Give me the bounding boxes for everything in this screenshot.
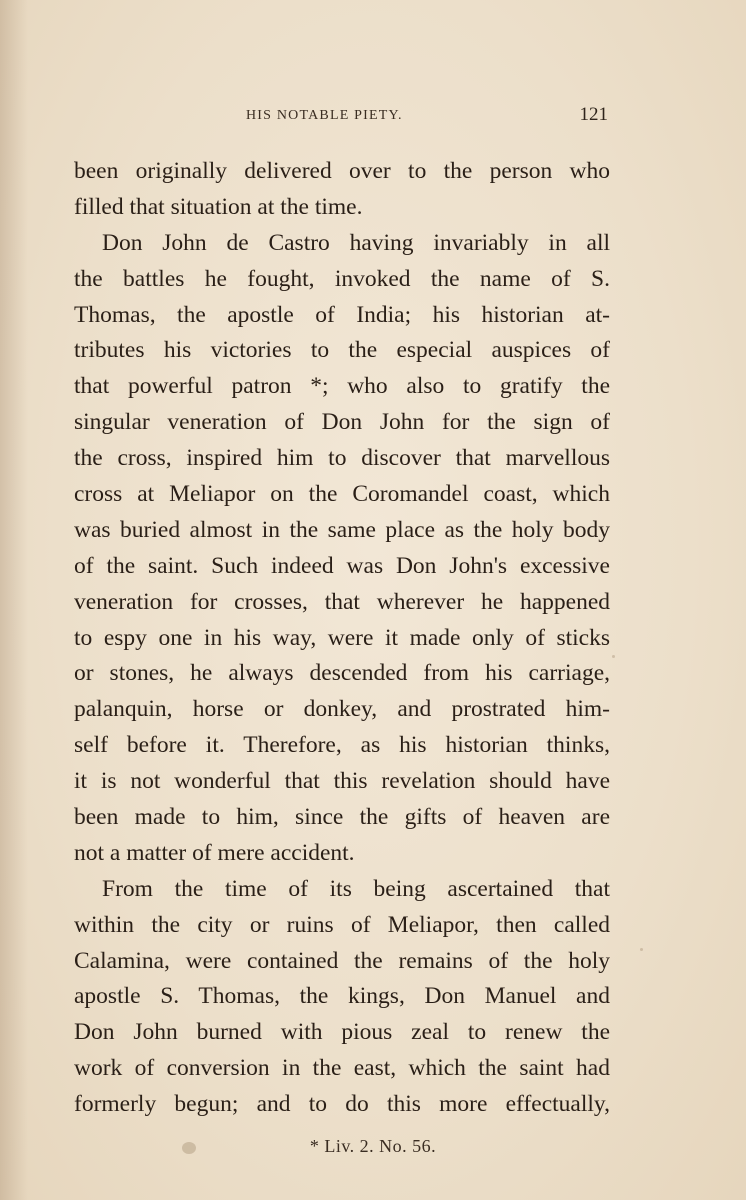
paper-speck [182, 1142, 196, 1154]
text-line: apostle S. Thomas, the kings, Don Manuel and [74, 983, 610, 1010]
paper-speck [640, 948, 643, 951]
spine-shadow [0, 0, 28, 1200]
paper-speck [612, 655, 615, 658]
text-line: of the saint. Such indeed was Don John's excessive [74, 552, 610, 579]
text-line: the battles he fought, invoked the name of S. [74, 265, 610, 292]
text-line: it is not wonderful that this revelation should have [74, 768, 610, 795]
text-line: within the city or ruins of Meliapor, then called [74, 911, 610, 938]
body-text [74, 154, 610, 1123]
text-line: or stones, he always descended from his carriage, [74, 660, 610, 687]
text-line: self before it. Therefore, as his historian thinks, [74, 732, 610, 759]
text-line: to espy one in his way, were it made only of sticks [74, 624, 610, 651]
text-line: been made to him, since the gifts of heaven are [74, 804, 610, 831]
text-line: work of conversion in the east, which the saint had [74, 1055, 610, 1082]
text-line: not a matter of mere accident. [74, 839, 355, 866]
text-line: veneration for crosses, that wherever he happened [74, 588, 610, 615]
text-line: Don John burned with pious zeal to renew the [74, 1019, 610, 1046]
text-line: cross at Meliapor on the Coromandel coast, which [74, 481, 610, 508]
text-line: From the time of its being ascertained that [102, 875, 610, 902]
text-line: tributes his victories to the especial auspices of [74, 337, 610, 364]
text-line: that powerful patron *; who also to gratify the [74, 373, 610, 400]
text-line: formerly begun; and to do this more effectually, [74, 1091, 610, 1118]
text-line: was buried almost in the same place as the holy body [74, 516, 610, 543]
footnote: * Liv. 2. No. 56. [309, 1136, 437, 1156]
text-line: filled that situation at the time. [74, 193, 363, 220]
page-header [74, 104, 608, 130]
text-line: been originally delivered over to the person who [74, 158, 610, 184]
running-head: HIS NOTABLE PIETY. [246, 108, 403, 123]
text-line: singular veneration of Don John for the sign of [74, 409, 610, 436]
text-line: Don John de Castro having invariably in all [102, 229, 610, 256]
text-line: the cross, inspired him to discover that marvellous [74, 445, 610, 472]
page-number: 121 [579, 104, 608, 125]
text-line: palanquin, horse or donkey, and prostrated him- [74, 696, 610, 723]
text-line: Calamina, were contained the remains of the holy [74, 947, 610, 974]
text-line: Thomas, the apostle of India; his historian at- [74, 301, 610, 328]
